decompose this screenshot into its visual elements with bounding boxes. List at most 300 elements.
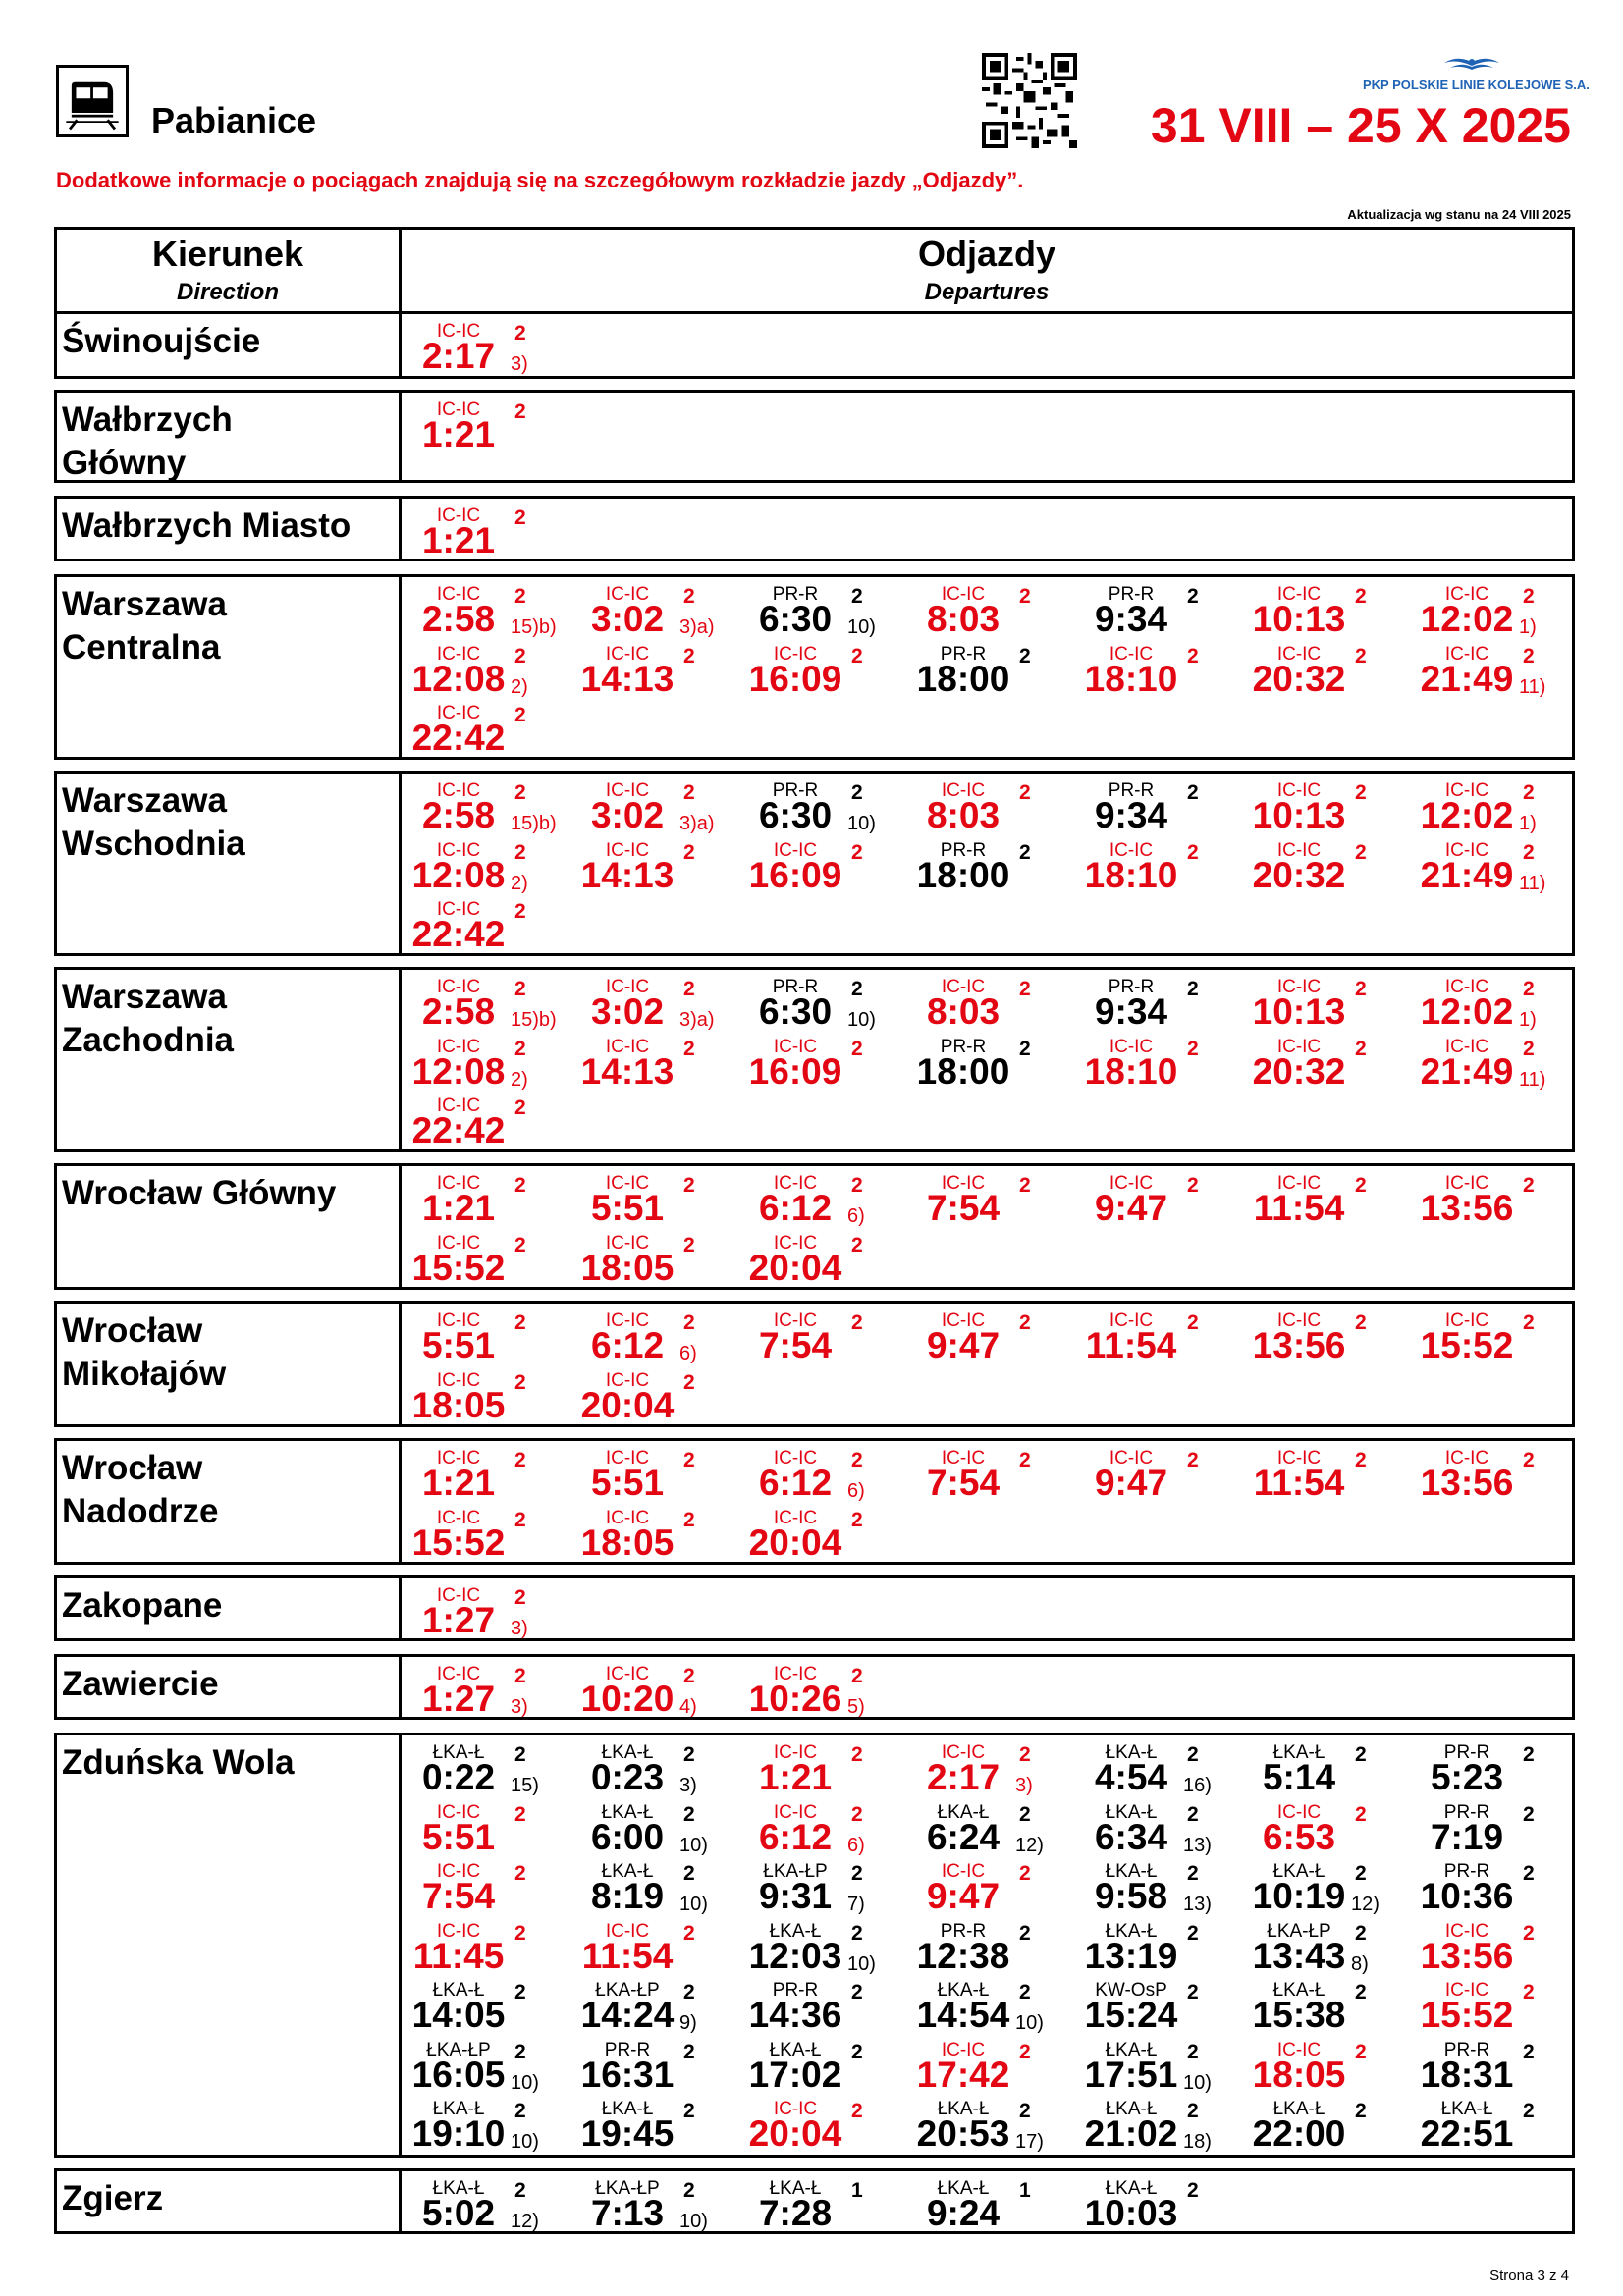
train-category: PR-R (1443, 1861, 1490, 1882)
footnote-ref: 10) (511, 2131, 539, 2153)
direction-name: Warszawa Zachodnia (62, 978, 235, 1059)
footnote-ref: 6) (847, 1205, 865, 1227)
travel-class: 2 (683, 1981, 695, 2003)
departure-entry (1245, 1174, 1382, 1233)
train-category: ŁKA-Ł (432, 1980, 485, 2001)
footnote-ref: 1) (1519, 1009, 1537, 1031)
departure-entry (741, 645, 879, 704)
departure-time: 11:54 (1085, 1325, 1177, 1365)
travel-class: 2 (1355, 1174, 1367, 1197)
direction-name: Zduńska Wola (62, 1743, 295, 1782)
direction-section (54, 1163, 1575, 1290)
departure-time: 9:24 (926, 2193, 1001, 2233)
departure-time: 6:12 (590, 1325, 665, 1365)
travel-class: 2 (1523, 1449, 1535, 1471)
departure-time: 17:51 (1084, 2054, 1178, 2095)
departure-entry (1077, 781, 1215, 840)
column-divider (399, 1166, 402, 1287)
column-divider (399, 577, 402, 757)
departure-time: 7:54 (421, 1876, 496, 1916)
departure-time: 16:31 (580, 2054, 675, 2095)
departure-time: 15:52 (411, 1247, 506, 1288)
direction-section (54, 1575, 1575, 1641)
departure-time: 21:49 (1420, 1050, 1514, 1092)
departure-entry (1413, 645, 1550, 704)
departure-time: 0:23 (590, 1757, 665, 1797)
travel-class: 2 (851, 1921, 863, 1945)
footnote-ref: 4) (679, 1696, 697, 1718)
travel-class: 2 (1355, 1921, 1367, 1945)
departure-time: 15:38 (1252, 1995, 1346, 2035)
direction-name: Wałbrzych Miasto (62, 507, 352, 545)
departure-entry (405, 2179, 542, 2238)
departure-time: 9:34 (1094, 599, 1168, 639)
train-category: ŁKA-ŁP (426, 2039, 491, 2060)
departure-entry (741, 2041, 879, 2100)
train-category: IC-IC (436, 506, 481, 526)
travel-class: 2 (1019, 2100, 1031, 2122)
train-category: IC-IC (436, 839, 481, 861)
travel-class: 2 (1187, 585, 1199, 608)
train-category: IC-IC (605, 1920, 650, 1942)
departure-entry (1413, 2041, 1550, 2100)
departure-time: 11:45 (412, 1935, 505, 1976)
departure-time: 4:54 (1094, 1757, 1168, 1797)
travel-class: 2 (1355, 1037, 1367, 1060)
column-divider (399, 970, 402, 1149)
direction-name: Zakopane (62, 1586, 223, 1625)
departure-time: 14:54 (916, 1995, 1010, 2035)
train-category: ŁKA-Ł (1105, 2039, 1158, 2060)
train-category: IC-IC (1109, 839, 1154, 861)
travel-class: 2 (683, 2040, 695, 2063)
direction-name: Wałbrzych Główny (62, 400, 233, 482)
departure-time: 5:02 (421, 2193, 496, 2233)
direction-title: Kierunek (151, 234, 304, 274)
qr-code-icon (982, 53, 1077, 148)
train-category: IC-IC (941, 2039, 986, 2060)
departure-entry (1245, 1038, 1382, 1096)
departure-time: 1:27 (421, 1600, 496, 1640)
train-category: ŁKA-Ł (1272, 1742, 1325, 1763)
travel-class: 2 (683, 1449, 695, 1471)
departures-title: Odjazdy (917, 234, 1056, 274)
train-category: IC-IC (1276, 1173, 1322, 1194)
departure-time: 2:58 (421, 599, 496, 639)
travel-class: 2 (1187, 1743, 1199, 1766)
direction-name: Zawiercie (62, 1665, 219, 1703)
train-category: IC-IC (1276, 1448, 1322, 1468)
column-divider (399, 1735, 402, 2155)
train-category: PR-R (1108, 780, 1155, 801)
departure-time: 13:56 (1420, 1188, 1514, 1228)
train-category: IC-IC (1444, 1173, 1489, 1194)
train-category: IC-IC (1444, 977, 1489, 997)
departure-time: 12:08 (411, 854, 506, 895)
travel-class: 2 (1187, 978, 1199, 1000)
departure-entry (1245, 841, 1382, 900)
travel-class: 2 (514, 1508, 526, 1531)
departure-time: 18:10 (1084, 658, 1178, 699)
departure-time: 9:34 (1094, 991, 1168, 1032)
train-category: IC-IC (1109, 1173, 1154, 1194)
footnote-ref: 10) (847, 616, 876, 638)
departure-time: 21:49 (1420, 854, 1514, 895)
train-category: IC-IC (605, 1448, 650, 1468)
travel-class: 2 (851, 781, 863, 804)
train-category: KW-OsP (1095, 1980, 1167, 2001)
travel-class: 2 (514, 1037, 526, 1060)
departure-entry (909, 2179, 1047, 2238)
departure-entry (1413, 1981, 1550, 2040)
departure-entry (1413, 1862, 1550, 1921)
departure-entry (909, 1174, 1047, 1233)
departure-entry (405, 1922, 542, 1981)
train-category: IC-IC (773, 1036, 818, 1057)
departure-entry (573, 1803, 711, 1862)
departure-time: 12:02 (1420, 795, 1514, 835)
footnote-ref: 3) (511, 1618, 528, 1639)
train-category: ŁKA-Ł (937, 2178, 990, 2199)
departure-entry (573, 977, 715, 1037)
departure-time: 6:12 (758, 1188, 833, 1228)
departure-entry (741, 1449, 879, 1508)
departure-time: 7:28 (758, 2193, 833, 2233)
departure-entry (405, 841, 542, 900)
travel-class: 2 (683, 1802, 695, 1826)
train-category: IC-IC (605, 977, 650, 997)
departure-time: 20:04 (748, 2113, 842, 2154)
travel-class: 2 (514, 1665, 526, 1687)
footnote-ref: 18) (1183, 2131, 1212, 2153)
departure-entry (741, 1665, 879, 1724)
travel-class: 2 (851, 1233, 863, 1256)
travel-class: 2 (1019, 1921, 1031, 1945)
departure-entry (405, 2100, 542, 2159)
departure-entry (1245, 1311, 1382, 1370)
direction-name: Wrocław Mikołajów (62, 1311, 227, 1393)
footnote-ref: 15)b) (511, 1009, 557, 1031)
departure-entry (1413, 1311, 1550, 1370)
travel-class: 2 (1523, 2040, 1535, 2063)
travel-class: 2 (683, 1370, 695, 1394)
departure-time: 12:03 (748, 1935, 842, 1976)
footnote-ref: 6) (679, 1343, 697, 1364)
train-category: IC-IC (941, 1173, 986, 1194)
departure-entry (1077, 1449, 1215, 1508)
departure-time: 21:49 (1420, 658, 1514, 699)
travel-class: 2 (1523, 1743, 1535, 1766)
travel-class: 2 (1355, 781, 1367, 804)
departure-time: 10:36 (1420, 1876, 1514, 1916)
departure-time: 9:47 (1094, 1188, 1168, 1228)
train-category: ŁKA-ŁP (763, 1861, 828, 1882)
train-category: IC-IC (605, 1310, 650, 1331)
departure-time: 13:19 (1084, 1935, 1178, 1976)
departure-time: 1:21 (421, 414, 496, 454)
departure-time: 12:02 (1420, 991, 1514, 1032)
travel-class: 2 (1523, 1921, 1535, 1945)
departure-entry (1413, 2100, 1550, 2159)
train-category: IC-IC (773, 643, 818, 665)
train-category: IC-IC (436, 1310, 481, 1331)
travel-class: 2 (683, 1862, 695, 1885)
departure-entry (1413, 585, 1550, 644)
departure-entry (573, 1234, 711, 1293)
departure-entry (573, 1174, 711, 1233)
departure-time: 10:03 (1084, 2193, 1178, 2233)
train-category: IC-IC (1444, 1980, 1489, 2001)
departure-entry (741, 1803, 879, 1862)
column-divider (399, 393, 402, 480)
departure-time: 22:42 (411, 718, 506, 758)
departure-entry (1245, 2100, 1382, 2159)
train-category: IC-IC (1444, 643, 1489, 665)
departure-entry (405, 1862, 542, 1921)
train-category: IC-IC (605, 1036, 650, 1057)
footnote-ref: 2) (511, 872, 528, 894)
train-category: ŁKA-Ł (601, 2099, 654, 2119)
departure-time: 22:42 (411, 914, 506, 954)
validity-period: 31 VIII – 25 X 2025 (1150, 98, 1571, 153)
direction-name: Zgierz (62, 2179, 164, 2217)
travel-class: 2 (1019, 644, 1031, 667)
departure-time: 19:10 (411, 2113, 506, 2154)
departure-entry (1077, 1174, 1215, 1233)
footnote-ref: 17) (1015, 2131, 1044, 2153)
footnote-ref: 3)a) (679, 616, 715, 638)
departure-time: 7:13 (590, 2193, 665, 2233)
departure-time: 13:43 (1252, 1935, 1346, 1976)
departure-time: 1:27 (421, 1679, 496, 1719)
departure-time: 18:10 (1084, 1050, 1178, 1092)
travel-class: 2 (1019, 840, 1031, 864)
departure-entry (405, 1174, 542, 1233)
train-icon (56, 65, 129, 137)
departure-entry (405, 645, 542, 704)
train-category: ŁKA-Ł (937, 1801, 990, 1823)
train-category: IC-IC (1444, 1448, 1489, 1468)
travel-class: 2 (514, 1449, 526, 1471)
train-category: IC-IC (436, 1664, 481, 1684)
travel-class: 2 (683, 840, 695, 864)
departure-time: 15:52 (1420, 1325, 1514, 1365)
departure-entry (741, 1038, 879, 1096)
departure-time: 20:32 (1252, 658, 1346, 699)
train-category: IC-IC (1444, 1920, 1489, 1942)
direction-subtitle: Direction (176, 279, 279, 305)
departure-entry (741, 585, 879, 644)
departure-entry (405, 400, 542, 459)
travel-class: 2 (1523, 781, 1535, 804)
footnote-ref: 13) (1183, 1834, 1212, 1856)
footnote-ref: 10) (847, 1009, 876, 1031)
departure-time: 6:34 (1094, 1816, 1168, 1857)
departure-entry (1245, 2041, 1382, 2100)
travel-class: 2 (514, 1743, 526, 1766)
departure-time: 16:05 (411, 2054, 506, 2095)
train-category: IC-IC (605, 584, 650, 605)
travel-class: 2 (1187, 1037, 1199, 1060)
departure-entry (909, 781, 1047, 840)
travel-class: 2 (1187, 2179, 1199, 2202)
departure-entry (405, 1981, 542, 2040)
departure-entry (741, 1862, 879, 1921)
travel-class: 2 (514, 1862, 526, 1885)
travel-class: 2 (851, 2040, 863, 2063)
departure-entry (1245, 1803, 1382, 1862)
travel-class: 2 (851, 1508, 863, 1531)
departure-time: 14:36 (748, 1995, 842, 2035)
departure-entry (1413, 1038, 1550, 1096)
travel-class: 2 (514, 1370, 526, 1394)
train-category: ŁKA-Ł (601, 1801, 654, 1823)
departure-time: 9:47 (926, 1876, 1001, 1916)
train-category: IC-IC (1109, 1310, 1154, 1331)
departure-entry (741, 978, 879, 1037)
departure-entry (909, 2041, 1047, 2100)
travel-class: 2 (851, 840, 863, 864)
departure-entry (573, 1038, 711, 1096)
train-category: IC-IC (941, 1310, 986, 1331)
train-category: ŁKA-Ł (1105, 1801, 1158, 1823)
departure-entry (573, 1981, 711, 2040)
departure-entry (909, 978, 1047, 1037)
train-category: PR-R (772, 1980, 819, 2001)
train-category: IC-IC (436, 584, 481, 605)
train-category: IC-IC (1276, 1801, 1322, 1823)
table-header (54, 227, 1575, 314)
footnote-ref: 10) (1015, 2012, 1044, 2034)
travel-class: 2 (1187, 1449, 1199, 1471)
departure-entry (1245, 585, 1382, 644)
departure-entry (1245, 1981, 1382, 2040)
travel-class: 2 (683, 1174, 695, 1197)
departure-time: 14:13 (580, 854, 675, 895)
departure-entry (1245, 978, 1382, 1037)
train-category: IC-IC (773, 1232, 818, 1254)
travel-class: 2 (1523, 644, 1535, 667)
train-category: IC-IC (436, 1861, 481, 1882)
departure-entry (909, 1981, 1047, 2040)
departure-entry (741, 1234, 879, 1293)
departure-entry (1245, 1862, 1382, 1921)
travel-class: 2 (1523, 585, 1535, 608)
train-category: IC-IC (436, 780, 481, 801)
departure-time: 7:54 (926, 1188, 1001, 1228)
train-category: PR-R (772, 780, 819, 801)
direction-section (54, 311, 1575, 379)
travel-class: 2 (683, 1311, 695, 1334)
departure-entry (1413, 1743, 1550, 1802)
footnote-ref: 3)a) (679, 1009, 715, 1031)
train-category: IC-IC (1276, 839, 1322, 861)
departure-time: 13:56 (1420, 1463, 1514, 1503)
train-category: IC-IC (1276, 643, 1322, 665)
page-number: Strona 3 z 4 (1489, 2268, 1569, 2284)
travel-class: 2 (1019, 1981, 1031, 2003)
info-notice: Dodatkowe informacje o pociągach znajdują się na szczegółowym rozkładzie jazdy „Odjazdy”. (56, 168, 1024, 192)
travel-class: 2 (1523, 1981, 1535, 2003)
travel-class: 2 (1523, 1311, 1535, 1334)
departure-entry (405, 1586, 542, 1645)
travel-class: 2 (514, 1233, 526, 1256)
departure-time: 16:09 (748, 1050, 842, 1092)
departure-time: 3:02 (590, 599, 665, 639)
footnote-ref: 10) (679, 1894, 708, 1915)
departure-entry (1077, 2100, 1215, 2159)
column-divider (399, 774, 402, 953)
train-category: IC-IC (773, 1448, 818, 1468)
train-category: ŁKA-Ł (769, 2178, 822, 2199)
direction-section (54, 2168, 1575, 2234)
direction-section (54, 1438, 1575, 1565)
travel-class: 2 (514, 1921, 526, 1945)
departure-entry (405, 322, 542, 381)
train-category: IC-IC (605, 1664, 650, 1684)
travel-class: 2 (1355, 2040, 1367, 2063)
departure-time: 18:00 (916, 854, 1010, 895)
train-category: IC-IC (1276, 584, 1322, 605)
travel-class: 2 (683, 1037, 695, 1060)
footnote-ref: 3) (511, 353, 528, 375)
travel-class: 2 (1019, 978, 1031, 1000)
departure-time: 22:51 (1420, 2113, 1514, 2154)
departure-time: 11:54 (581, 1935, 674, 1976)
travel-class: 2 (514, 644, 526, 667)
departure-time: 2:17 (421, 336, 496, 376)
departure-time: 18:05 (580, 1247, 675, 1288)
train-category: IC-IC (773, 2099, 818, 2119)
departure-entry (741, 2100, 879, 2159)
footnote-ref: 1) (1519, 616, 1537, 638)
direction-section (54, 771, 1575, 956)
departure-time: 18:00 (916, 658, 1010, 699)
train-category: IC-IC (773, 1173, 818, 1194)
train-category: IC-IC (1444, 584, 1489, 605)
train-category: IC-IC (436, 643, 481, 665)
departure-entry (909, 1743, 1047, 1802)
travel-class: 2 (1523, 840, 1535, 864)
departure-entry (1077, 1981, 1215, 2040)
departure-time: 14:05 (411, 1995, 506, 2035)
train-category: ŁKA-ŁP (1267, 1920, 1331, 1942)
departure-entry (405, 1743, 542, 1802)
departure-time: 10:20 (580, 1679, 675, 1719)
departure-time: 6:30 (758, 991, 833, 1032)
update-date: Aktualizacja wg stanu na 24 VIII 2025 (1347, 207, 1571, 222)
train-category: IC-IC (605, 1173, 650, 1194)
travel-class: 2 (683, 1921, 695, 1945)
departure-entry (573, 1509, 711, 1568)
departure-entry (1077, 1922, 1215, 1981)
departure-time: 1:21 (758, 1757, 833, 1797)
departure-time: 13:56 (1420, 1935, 1514, 1976)
departure-entry (405, 1371, 542, 1430)
column-divider (399, 499, 402, 559)
direction-name: Wrocław Nadodrze (62, 1449, 219, 1530)
departure-time: 1:21 (421, 1463, 496, 1503)
train-category: PR-R (1108, 977, 1155, 997)
footnote-ref: 3)a) (679, 813, 715, 834)
footnote-ref: 3) (511, 1696, 528, 1718)
footnote-ref: 12) (1015, 1834, 1044, 1856)
travel-class: 2 (851, 1037, 863, 1060)
train-category: ŁKA-ŁP (595, 1980, 660, 2001)
departure-time: 8:03 (926, 599, 1001, 639)
travel-class: 2 (1523, 1802, 1535, 1826)
departure-entry (405, 1234, 542, 1293)
